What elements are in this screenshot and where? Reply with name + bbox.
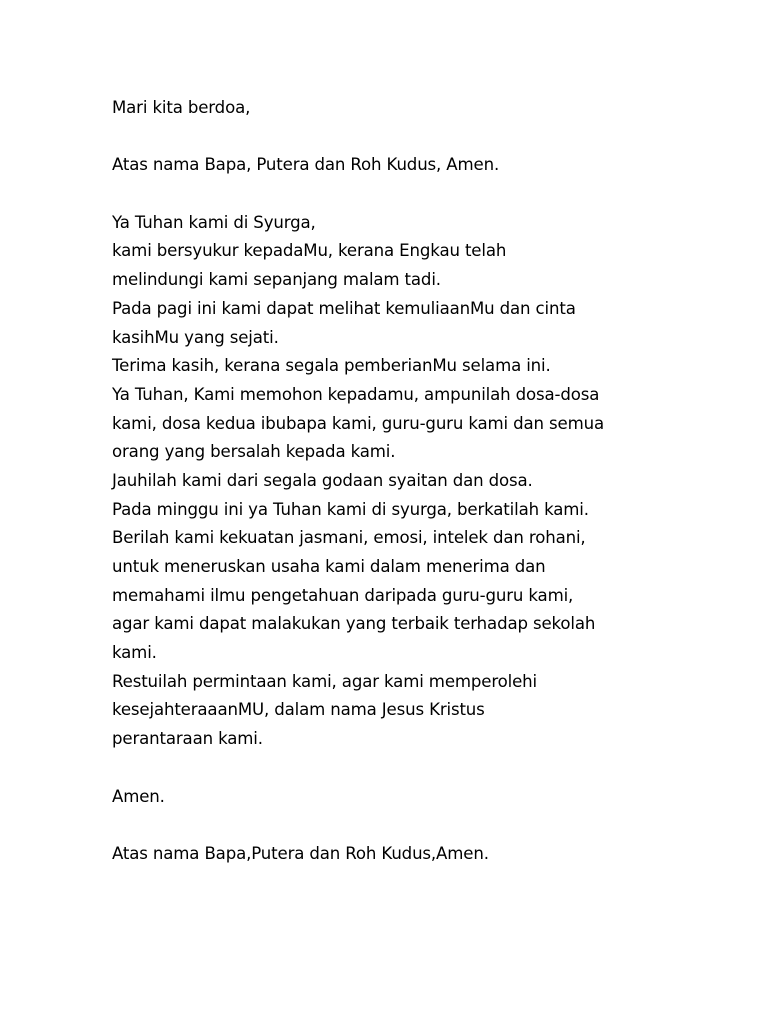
prayer-line: Ya Tuhan, Kami memohon kepadamu, ampunilah dosa-dosa [112, 384, 600, 404]
opening-line: Atas nama Bapa, Putera dan Roh Kudus, Amen. [112, 155, 500, 175]
prayer-line: Ya Tuhan kami di Syurga, [112, 212, 316, 232]
blank-line [112, 754, 672, 783]
closing-line: Atas nama Bapa,Putera dan Roh Kudus,Amen. [112, 843, 489, 863]
prayer-line: Berilah kami kekuatan jasmani, emosi, intelek dan rohani, [112, 528, 586, 548]
greeting-line: Mari kita berdoa, [112, 98, 251, 117]
prayer-line: melindungi kami sepanjang malam tadi. [112, 270, 441, 290]
prayer-line: kami, dosa kedua ibubapa kami, guru-guru kami dan semua [112, 413, 604, 433]
blank-line [112, 180, 672, 209]
prayer-line: orang yang bersalah kepada kami. [112, 442, 396, 462]
prayer-line: perantaraan kami. [112, 729, 263, 749]
prayer-line: kami. [112, 643, 157, 663]
blank-line [112, 123, 672, 152]
prayer-line: Jauhilah kami dari segala godaan syaitan dan dosa. [112, 470, 533, 490]
prayer-text [112, 94, 672, 869]
prayer-line: untuk meneruskan usaha kami dalam menerima dan [112, 557, 546, 576]
prayer-line: Pada pagi ini kami dapat melihat kemuliaanMu dan cinta [112, 298, 576, 318]
prayer-line: kesejahteraaanMU, dalam nama Jesus Kristus [112, 700, 485, 720]
blank-line [112, 811, 672, 840]
prayer-line: Terima kasih, kerana segala pemberianMu selama ini. [112, 356, 551, 376]
prayer-line: memahami ilmu pengetahuan daripada guru-guru kami, [112, 585, 574, 605]
amen-line: Amen. [112, 786, 165, 806]
prayer-line: kami bersyukur kepadaMu, kerana Engkau telah [112, 241, 507, 261]
prayer-line: kasihMu yang sejati. [112, 327, 279, 347]
prayer-line: Restuilah permintaan kami, agar kami memperolehi [112, 671, 537, 691]
prayer-line: agar kami dapat malakukan yang terbaik terhadap sekolah [112, 614, 596, 634]
prayer-line: Pada minggu ini ya Tuhan kami di syurga, berkatilah kami. [112, 499, 589, 519]
